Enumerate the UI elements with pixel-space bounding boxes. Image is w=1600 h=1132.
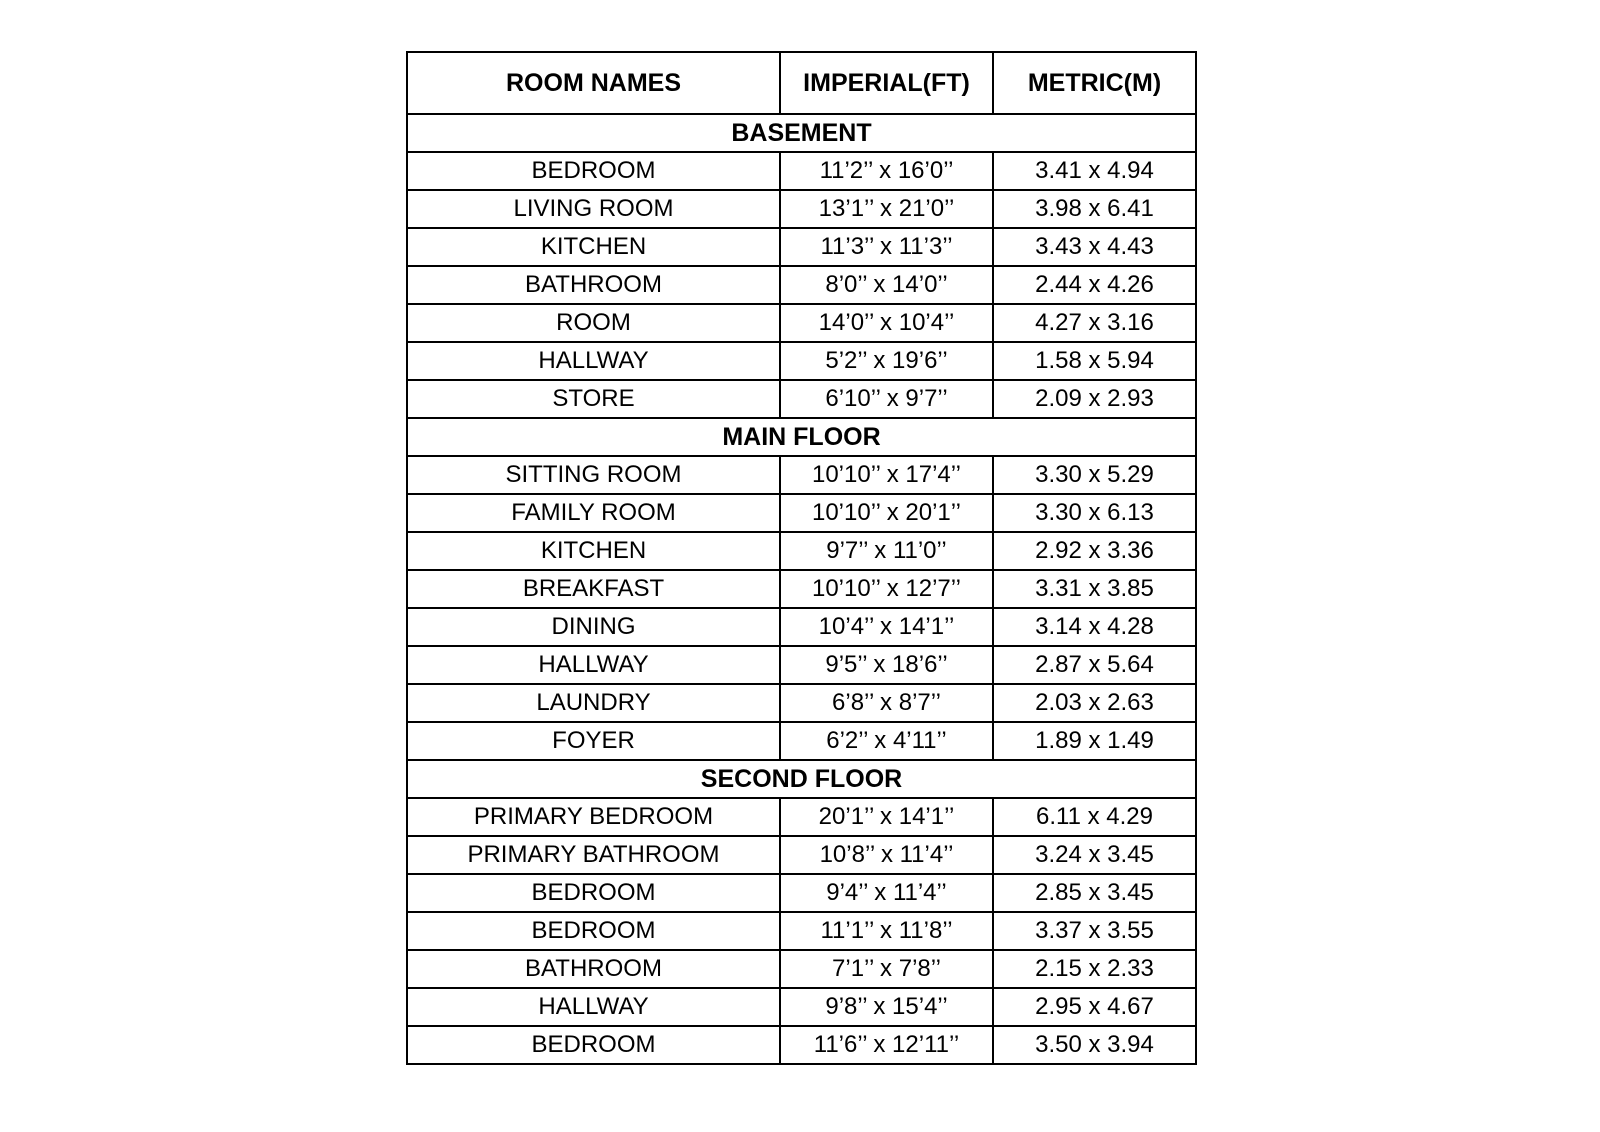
table-row [407, 152, 1196, 190]
room-name-cell: HALLWAY [407, 988, 780, 1026]
imperial-cell: 13’1’’ x 21’0’’ [780, 190, 993, 228]
metric-cell: 2.92 x 3.36 [993, 532, 1196, 570]
table-row [407, 1026, 1196, 1064]
room-name-cell: DINING [407, 608, 780, 646]
header-room-names: ROOM NAMES [407, 52, 780, 114]
imperial-cell: 6’8’’ x 8’7’’ [780, 684, 993, 722]
table-row [407, 912, 1196, 950]
imperial-cell: 5’2’’ x 19’6’’ [780, 342, 993, 380]
metric-cell: 1.89 x 1.49 [993, 722, 1196, 760]
metric-cell: 2.09 x 2.93 [993, 380, 1196, 418]
metric-cell: 2.85 x 3.45 [993, 874, 1196, 912]
imperial-cell: 11’6’’ x 12’11’’ [780, 1026, 993, 1064]
metric-cell: 3.30 x 6.13 [993, 494, 1196, 532]
table-row [407, 570, 1196, 608]
header-imperial: IMPERIAL(FT) [780, 52, 993, 114]
section-row [407, 418, 1196, 456]
table-row [407, 380, 1196, 418]
imperial-cell: 7’1’’ x 7’8’’ [780, 950, 993, 988]
imperial-cell: 14’0’’ x 10’4’’ [780, 304, 993, 342]
metric-cell: 3.30 x 5.29 [993, 456, 1196, 494]
section-row [407, 114, 1196, 152]
table-row [407, 342, 1196, 380]
table-row [407, 874, 1196, 912]
imperial-cell: 11’3’’ x 11’3’’ [780, 228, 993, 266]
section-title: MAIN FLOOR [407, 418, 1196, 456]
table-row [407, 950, 1196, 988]
table-row [407, 494, 1196, 532]
metric-cell: 2.87 x 5.64 [993, 646, 1196, 684]
metric-cell: 3.14 x 4.28 [993, 608, 1196, 646]
room-name-cell: BATHROOM [407, 266, 780, 304]
metric-cell: 4.27 x 3.16 [993, 304, 1196, 342]
table-row [407, 836, 1196, 874]
imperial-cell: 8’0’’ x 14’0’’ [780, 266, 993, 304]
room-name-cell: FAMILY ROOM [407, 494, 780, 532]
imperial-cell: 9’5’’ x 18’6’’ [780, 646, 993, 684]
room-dimensions-table [406, 51, 1197, 1065]
room-name-cell: ROOM [407, 304, 780, 342]
table-row [407, 722, 1196, 760]
metric-cell: 3.24 x 3.45 [993, 836, 1196, 874]
metric-cell: 2.44 x 4.26 [993, 266, 1196, 304]
imperial-cell: 20’1’’ x 14’1’’ [780, 798, 993, 836]
table-row [407, 304, 1196, 342]
imperial-cell: 10’4’’ x 14’1’’ [780, 608, 993, 646]
room-name-cell: PRIMARY BATHROOM [407, 836, 780, 874]
imperial-cell: 6’2’’ x 4’11’’ [780, 722, 993, 760]
metric-cell: 3.98 x 6.41 [993, 190, 1196, 228]
imperial-cell: 11’2’’ x 16’0’’ [780, 152, 993, 190]
room-name-cell: BEDROOM [407, 912, 780, 950]
room-name-cell: FOYER [407, 722, 780, 760]
table-row [407, 608, 1196, 646]
room-name-cell: KITCHEN [407, 532, 780, 570]
metric-cell: 3.31 x 3.85 [993, 570, 1196, 608]
imperial-cell: 10’10’’ x 17’4’’ [780, 456, 993, 494]
imperial-cell: 10’10’’ x 20’1’’ [780, 494, 993, 532]
table-row [407, 646, 1196, 684]
imperial-cell: 6’10’’ x 9’7’’ [780, 380, 993, 418]
metric-cell: 3.50 x 3.94 [993, 1026, 1196, 1064]
room-name-cell: BREAKFAST [407, 570, 780, 608]
metric-cell: 6.11 x 4.29 [993, 798, 1196, 836]
table-row [407, 798, 1196, 836]
header-metric: METRIC(M) [993, 52, 1196, 114]
room-name-cell: BEDROOM [407, 152, 780, 190]
section-title: SECOND FLOOR [407, 760, 1196, 798]
room-name-cell: BEDROOM [407, 1026, 780, 1064]
metric-cell: 2.95 x 4.67 [993, 988, 1196, 1026]
room-name-cell: BATHROOM [407, 950, 780, 988]
table-row [407, 456, 1196, 494]
table-row [407, 684, 1196, 722]
table-row [407, 988, 1196, 1026]
room-name-cell: SITTING ROOM [407, 456, 780, 494]
table-row [407, 532, 1196, 570]
metric-cell: 2.15 x 2.33 [993, 950, 1196, 988]
imperial-cell: 10’8’’ x 11’4’’ [780, 836, 993, 874]
metric-cell: 1.58 x 5.94 [993, 342, 1196, 380]
table-row [407, 266, 1196, 304]
room-name-cell: LIVING ROOM [407, 190, 780, 228]
metric-cell: 3.43 x 4.43 [993, 228, 1196, 266]
imperial-cell: 9’4’’ x 11’4’’ [780, 874, 993, 912]
room-name-cell: BEDROOM [407, 874, 780, 912]
imperial-cell: 10’10’’ x 12’7’’ [780, 570, 993, 608]
imperial-cell: 9’8’’ x 15’4’’ [780, 988, 993, 1026]
room-name-cell: HALLWAY [407, 646, 780, 684]
header-row [407, 52, 1196, 114]
room-name-cell: LAUNDRY [407, 684, 780, 722]
room-name-cell: HALLWAY [407, 342, 780, 380]
room-name-cell: STORE [407, 380, 780, 418]
metric-cell: 2.03 x 2.63 [993, 684, 1196, 722]
table-row [407, 228, 1196, 266]
section-row [407, 760, 1196, 798]
room-name-cell: PRIMARY BEDROOM [407, 798, 780, 836]
table-body [407, 114, 1196, 1064]
imperial-cell: 9’7’’ x 11’0’’ [780, 532, 993, 570]
imperial-cell: 11’1’’ x 11’8’’ [780, 912, 993, 950]
section-title: BASEMENT [407, 114, 1196, 152]
room-name-cell: KITCHEN [407, 228, 780, 266]
table-row [407, 190, 1196, 228]
metric-cell: 3.41 x 4.94 [993, 152, 1196, 190]
metric-cell: 3.37 x 3.55 [993, 912, 1196, 950]
